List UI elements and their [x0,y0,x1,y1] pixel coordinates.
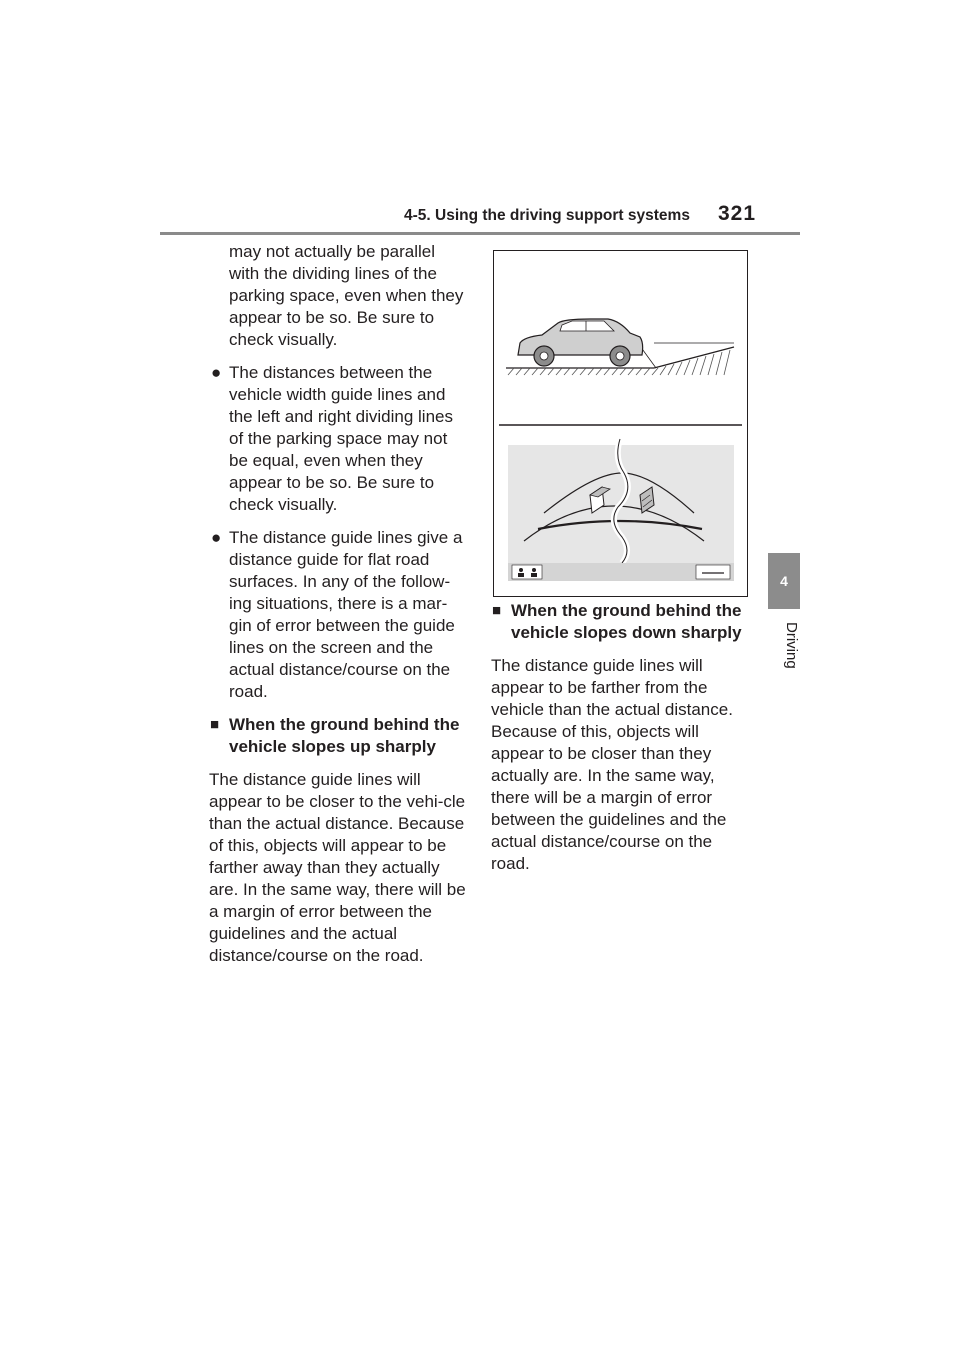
bullet-text: The distance guide lines give a distance guide for flat road surfaces. In any of the follow-ing situations, there is a mar-gin of error between the guide lines on the screen and the actual distance/course on the road. [229,528,463,701]
subsection-heading [209,714,467,758]
subsection-heading [491,600,751,644]
chapter-label: Driving [783,622,800,669]
sensor-icon [512,565,542,579]
body-paragraph: The distance guide lines will appear to be farther from the vehicle than the actual distance. Because of this, objects will appear to be closer than they actually are. In the same way, there will be a margin of error between the guidelines and the actual distance/course on the road. [491,656,733,873]
square-icon: ■ [210,716,220,733]
bullet-icon: ● [211,528,222,547]
rear-view-illustration [493,250,748,597]
body-paragraph: The distance guide lines will appear to be closer to the vehi-cle than the actual distance. Because of this, objects will appear to be farther away than they actually are. In the same way, there will be a margin of error between the guidelines and the actual distance/course on the road. [209,770,466,965]
bullet-item [209,527,467,703]
page-number: 321 [718,202,757,225]
bullet-item [209,362,467,516]
square-icon: ■ [492,602,502,619]
heading-text: When the ground behind the vehicle slopes down sharply [511,601,742,642]
illustration-svg [494,251,747,596]
return-icon [696,565,730,579]
left-column [209,241,467,967]
chapter-number: 4 [780,573,788,589]
vehicle-side-view [506,319,734,375]
heading-text: When the ground behind the vehicle slopes up sharply [229,715,460,756]
camera-screen [508,439,734,581]
bullet-text: The distances between the vehicle width guide lines and the left and right dividing lines of the parking space may not be equal, even when they appear to be so. Be sure to check visually. [229,363,453,514]
bullet-icon: ● [211,363,222,382]
section-title: 4-5. Using the driving support systems [404,207,690,224]
chapter-tab [768,553,800,609]
continuation-paragraph: may not actually be parallel with the dividing lines of the parking space, even when they appear to be so. Be sure to check visually. [229,242,464,349]
right-column [491,600,751,875]
header-rule [160,232,800,235]
